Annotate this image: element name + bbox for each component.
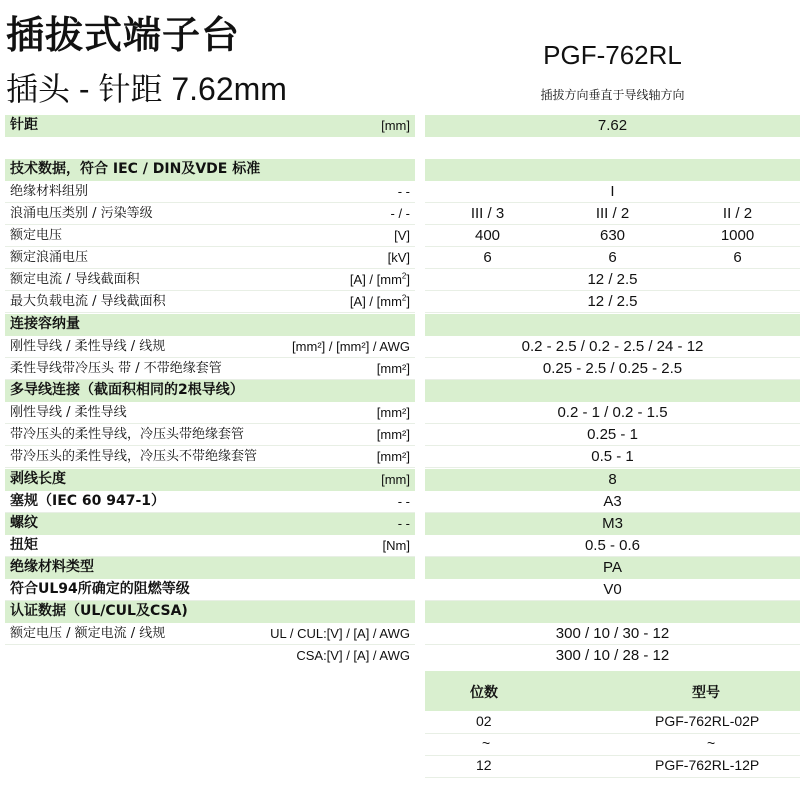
part-number-cell: PGF-762RL-12P (655, 757, 760, 773)
section-header-connection-right (425, 314, 800, 336)
spec-value: 6 (483, 249, 492, 266)
spec-label: 带冷压头的柔性导线，冷压头带绝缘套管 (10, 427, 245, 442)
spec-value: 6 (733, 249, 742, 266)
spec-row-pitch (5, 115, 415, 137)
spec-row-flex-ferrule (5, 358, 415, 380)
spec-value-flex-ferrule (425, 358, 800, 380)
spec-value: III / 2 (595, 205, 630, 222)
part-number-cell: PGF-762RL-02P (655, 713, 760, 729)
spec-value: 0.2 - 1 / 0.2 - 1.5 (557, 404, 668, 421)
spec-row-max-current (5, 291, 415, 313)
spec-unit: [mm] (381, 118, 410, 133)
spec-row-rated-current (5, 269, 415, 291)
spec-value: 300 / 10 / 30 - 12 (555, 625, 670, 642)
spec-value: M3 (602, 515, 623, 532)
spec-label: 柔性导线带冷压头 带 / 不带绝缘套管 (10, 361, 222, 376)
spec-label: 额定电压 (10, 228, 63, 243)
spec-value: 400 (474, 227, 501, 244)
spec-value: I (610, 183, 615, 200)
spec-value-strip-length (425, 469, 800, 491)
ordering-row (425, 733, 800, 756)
spec-label: 刚性导线 / 柔性导线 (10, 405, 127, 420)
spec-unit: [mm²] (376, 361, 410, 376)
spec-row-rated-surge-voltage (5, 247, 415, 269)
spec-value-insulation-group (425, 181, 800, 203)
spec-label: 扭矩 (10, 537, 38, 553)
part-number-cell: ~ (707, 735, 716, 751)
spec-row-cert-csa (5, 645, 415, 667)
spec-row-rigid-flex-awg (5, 336, 415, 358)
section-title: 认证数据（UL/CUL及CSA) (10, 603, 188, 619)
spec-value: 1000 (720, 227, 755, 244)
spec-label: 绝缘材料组别 (10, 184, 89, 199)
spec-value-multi-ferrule-uninsulated (425, 446, 800, 468)
spec-label: 塞规（IEC 60 947-1） (10, 493, 166, 509)
section-header-multi-conductor (5, 380, 415, 402)
spec-row-insulation-type (5, 557, 415, 579)
spec-value: II / 2 (722, 205, 753, 222)
section-header-tech-right (425, 159, 800, 181)
ordering-row (425, 755, 800, 778)
spec-value: 0.5 - 1 (591, 448, 634, 465)
spec-value: 0.5 - 0.6 (584, 537, 641, 554)
spec-label: 额定电压 / 额定电流 / 线规 (10, 626, 166, 641)
spec-unit: - - (397, 516, 410, 531)
spec-value-thread (425, 513, 800, 535)
spec-row-insulation-group (5, 181, 415, 203)
spec-row-torque (5, 535, 415, 557)
spec-label: 浪涌电压类别 / 污染等级 (10, 206, 153, 221)
spec-value: 6 (608, 249, 617, 266)
section-title: 多导线连接（截面积相同的2根导线） (10, 382, 244, 398)
spec-row-multi-ferrule-insulated (5, 424, 415, 446)
section-header-tech (5, 159, 415, 181)
spec-label: 绝缘材料类型 (10, 559, 94, 575)
spec-value: 0.2 - 2.5 / 0.2 - 2.5 / 24 - 12 (521, 338, 704, 355)
spec-value-rigid-flex-awg (425, 336, 800, 358)
section-header-connection (5, 314, 415, 336)
positions-cell: ~ (482, 735, 491, 751)
spec-label: 符合UL94所确定的阻燃等级 (10, 581, 190, 597)
spec-row-multi-rigid-flex (5, 402, 415, 424)
spec-value-flammability (425, 579, 800, 601)
section-title: 连接容纳量 (10, 316, 80, 332)
section-header-multi-conductor-right (425, 380, 800, 402)
page-subtitle: 插头 - 针距 7.62mm (6, 71, 287, 107)
spec-row-gauge (5, 491, 415, 513)
spec-row-flammability (5, 579, 415, 601)
ordering-table-header (425, 671, 800, 711)
spec-value-rated-voltage (425, 225, 800, 247)
spec-label: 额定电流 / 导线截面积 (10, 272, 140, 287)
spec-value: 8 (608, 471, 617, 488)
spec-unit: [mm²] (376, 405, 410, 420)
spec-label: 额定浪涌电压 (10, 250, 89, 265)
spec-value-multi-ferrule-insulated (425, 424, 800, 446)
spec-label: 带冷压头的柔性导线，冷压头不带绝缘套管 (10, 449, 258, 464)
spec-value-surge-category (425, 203, 800, 225)
spec-label: 剥线长度 (10, 471, 66, 487)
spec-label: 螺纹 (10, 515, 38, 531)
spec-label: 针距 (10, 117, 38, 133)
spec-value-torque (425, 535, 800, 557)
model-description: 插拔方向垂直于导线轴方向 (540, 88, 685, 102)
spec-unit: [Nm] (382, 538, 410, 553)
page-title: 插拔式端子台 (6, 13, 241, 57)
spec-value: 300 / 10 / 28 - 12 (555, 647, 670, 664)
positions-cell: 12 (476, 757, 492, 773)
spec-value: 12 / 2.5 (587, 293, 638, 310)
spec-value: 7.62 (597, 117, 628, 134)
spec-value: A3 (603, 493, 622, 510)
column-header-positions: 位数 (470, 685, 498, 701)
spec-unit: CSA:[V] / [A] / AWG (296, 648, 410, 663)
section-header-certification-right (425, 601, 800, 623)
spec-unit: - - (397, 184, 410, 199)
spec-value-gauge (425, 491, 800, 513)
spec-label: 刚性导线 / 柔性导线 / 线规 (10, 339, 166, 354)
spec-row-thread (5, 513, 415, 535)
section-title: 技术数据，符合 IEC / DIN及VDE 标准 (10, 161, 261, 177)
spec-unit: $[A] / [mm^2]$ (349, 271, 410, 287)
spec-unit: [mm²] (376, 449, 410, 464)
spec-value-multi-rigid-flex (425, 402, 800, 424)
model-number: PGF-762RL (543, 40, 682, 70)
ordering-row (425, 711, 800, 734)
spec-value: III / 3 (470, 205, 505, 222)
spec-row-multi-ferrule-uninsulated (5, 446, 415, 468)
spec-value-max-current (425, 291, 800, 313)
spec-unit: [V] (394, 228, 410, 243)
spec-unit: [mm²] / [mm²] / AWG (292, 339, 410, 354)
spec-unit: [mm] (381, 472, 410, 487)
spec-row-strip-length (5, 469, 415, 491)
section-header-certification (5, 601, 415, 623)
spec-unit: - - (397, 494, 410, 509)
spec-row-cert-ul (5, 623, 415, 645)
spec-row-surge-category (5, 203, 415, 225)
spec-value: V0 (603, 581, 622, 598)
spec-value: 12 / 2.5 (587, 271, 638, 288)
spec-value: 630 (599, 227, 626, 244)
spec-unit: [mm²] (376, 427, 410, 442)
spec-value: 0.25 - 1 (587, 426, 638, 443)
spec-value-insulation-type (425, 557, 800, 579)
column-header-part-number: 型号 (692, 685, 720, 701)
spec-unit: UL / CUL:[V] / [A] / AWG (270, 626, 410, 641)
spec-unit: $[A] / [mm^2]$ (349, 293, 410, 309)
spec-value-rated-current (425, 269, 800, 291)
spec-row-rated-voltage (5, 225, 415, 247)
spec-label: 最大负载电流 / 导线截面积 (10, 294, 166, 309)
spec-unit: - / - (390, 206, 410, 221)
spec-value-pitch (425, 115, 800, 137)
spec-value-cert-csa (425, 645, 800, 667)
spec-value-rated-surge-voltage (425, 247, 800, 269)
spec-value: PA (603, 559, 622, 576)
spec-unit: [kV] (387, 250, 410, 265)
positions-cell: 02 (476, 713, 492, 729)
spec-value-cert-ul (425, 623, 800, 645)
spec-value: 0.25 - 2.5 / 0.25 - 2.5 (542, 360, 683, 377)
